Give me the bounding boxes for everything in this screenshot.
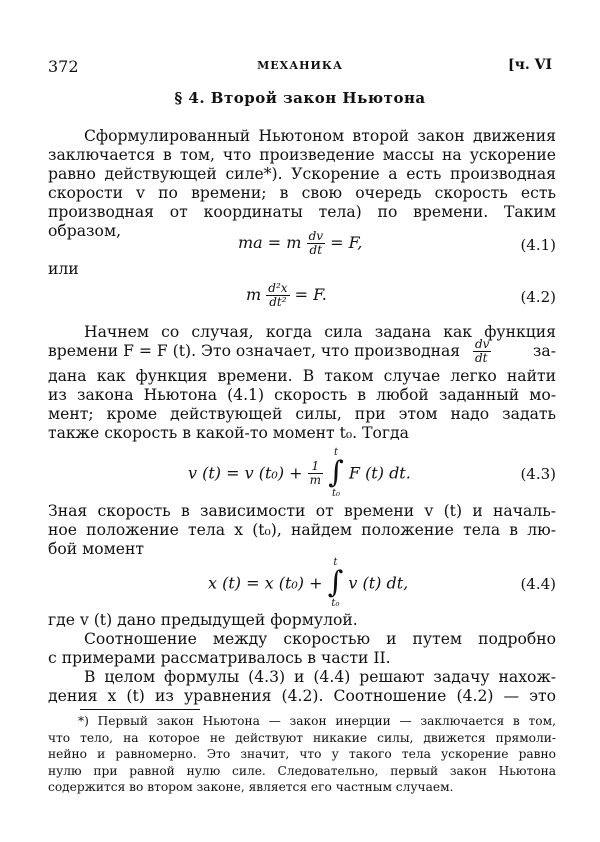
text-line: где v (t) дано предыдущей формулой. (48, 611, 358, 629)
running-title: МЕХАНИКА (257, 59, 343, 72)
paragraph-2 (48, 323, 556, 443)
text-line: времени F = F (t). Это означает, что производная $\frac{dv}{dt}$ за- (48, 337, 556, 365)
eq-rhs: = F. (294, 285, 327, 304)
eq-fraction: $\frac{dv}{dt}$ (308, 229, 324, 257)
footnote-line: *) Первый закон Ньютона — закон инерции — заключается в том, (78, 714, 556, 728)
text-line: образом, (48, 222, 122, 240)
footnote-line: содержится во втором законе, является его частным случаем. (48, 780, 454, 794)
eq-integrand: v (t) dt, (348, 573, 409, 593)
text-line: также скорость в какой-то момент t₀. Тогда (48, 424, 409, 442)
section-title: § 4. Второй закон Ньютона (174, 89, 426, 107)
eq-fraction: $\frac{\text{d²x}}{\text{dt²}}$ (268, 281, 288, 309)
text-line: заключается в том, что произведение массы на ускорение (48, 146, 556, 164)
footnote (48, 713, 556, 796)
equation-number: (4.4) (520, 575, 556, 593)
eq-lhs: x (t) = x (t₀) + (208, 573, 323, 593)
integral-sign: t ∫ t₀ (327, 557, 344, 609)
inline-fraction: $\frac{dv}{dt}$ (475, 337, 490, 365)
chapter-marker: [ч. VI (507, 57, 552, 73)
equation-number: (4.2) (520, 288, 556, 306)
paragraph-6 (48, 668, 556, 706)
paragraph-1 (48, 127, 556, 241)
text-line: производная от координаты тела) по времени. Таким (48, 203, 556, 221)
text-line: дения x (t) из уравнения (4.2). Соотношение (4.2) — это (48, 687, 556, 705)
equation-number: (4.1) (520, 236, 556, 254)
footnote-divider (80, 709, 200, 710)
eq-lhs: ma = m (238, 233, 302, 252)
paragraph-4 (48, 611, 556, 630)
equation-number: (4.3) (520, 465, 556, 483)
text-line: с примерами рассматривалось в части II. (48, 649, 391, 667)
eq-coefficient: $\frac{1}{m}$ (309, 458, 322, 487)
paragraph-5 (48, 630, 556, 668)
or-line (48, 260, 556, 279)
text-line: ное положение тела x (t₀), найдем положение тела в лю- (48, 521, 556, 539)
footnote-line: нейно и равномерно. Это значит, что у такого тела ускорение равно (48, 747, 556, 761)
text-line: равно действующей силе*). Ускорение a есть производная (48, 165, 556, 183)
page-number: 372 (48, 57, 79, 76)
text-line: Соотношение между скоростью и путем подробно (84, 630, 556, 648)
text-line: мент; кроме действующей силы, при этом надо задать (48, 405, 556, 423)
eq-lhs: v (t) = v (t₀) + (188, 463, 303, 483)
text-line: Сформулированный Ньютоном второй закон движения (84, 127, 556, 145)
eq-integrand: F (t) dt. (348, 463, 411, 483)
eq-rhs: = F, (330, 233, 363, 252)
text-line: дана как функция времени. В таком случае легко найти (48, 367, 556, 385)
running-header (48, 57, 552, 77)
text-line: из закона Ньютона (4.1) скорость в любой заданный мо- (48, 386, 556, 404)
footnote-line: нулю при равной нулю силе. Следовательно, первый закон Ньютона (48, 763, 556, 778)
text-line: скорости v по времени; в свою очередь скорость есть (48, 184, 556, 202)
eq-lhs: m (246, 285, 262, 304)
paragraph-3 (48, 502, 556, 559)
text-line: Зная скорость в зависимости от времени v (t) и началь- (48, 502, 556, 520)
text-line: бой момент (48, 540, 145, 558)
text-line: Начнем со случая, когда сила задана как функция (84, 323, 556, 341)
text-line: В целом формулы (4.3) и (4.4) решают задачу нахож- (84, 668, 556, 686)
text-line: или (48, 260, 79, 278)
footnote-line: что тело, на которое не действуют никакие силы, движется прямоли- (48, 730, 556, 745)
integral-sign: t ∫ t₀ (328, 447, 344, 499)
